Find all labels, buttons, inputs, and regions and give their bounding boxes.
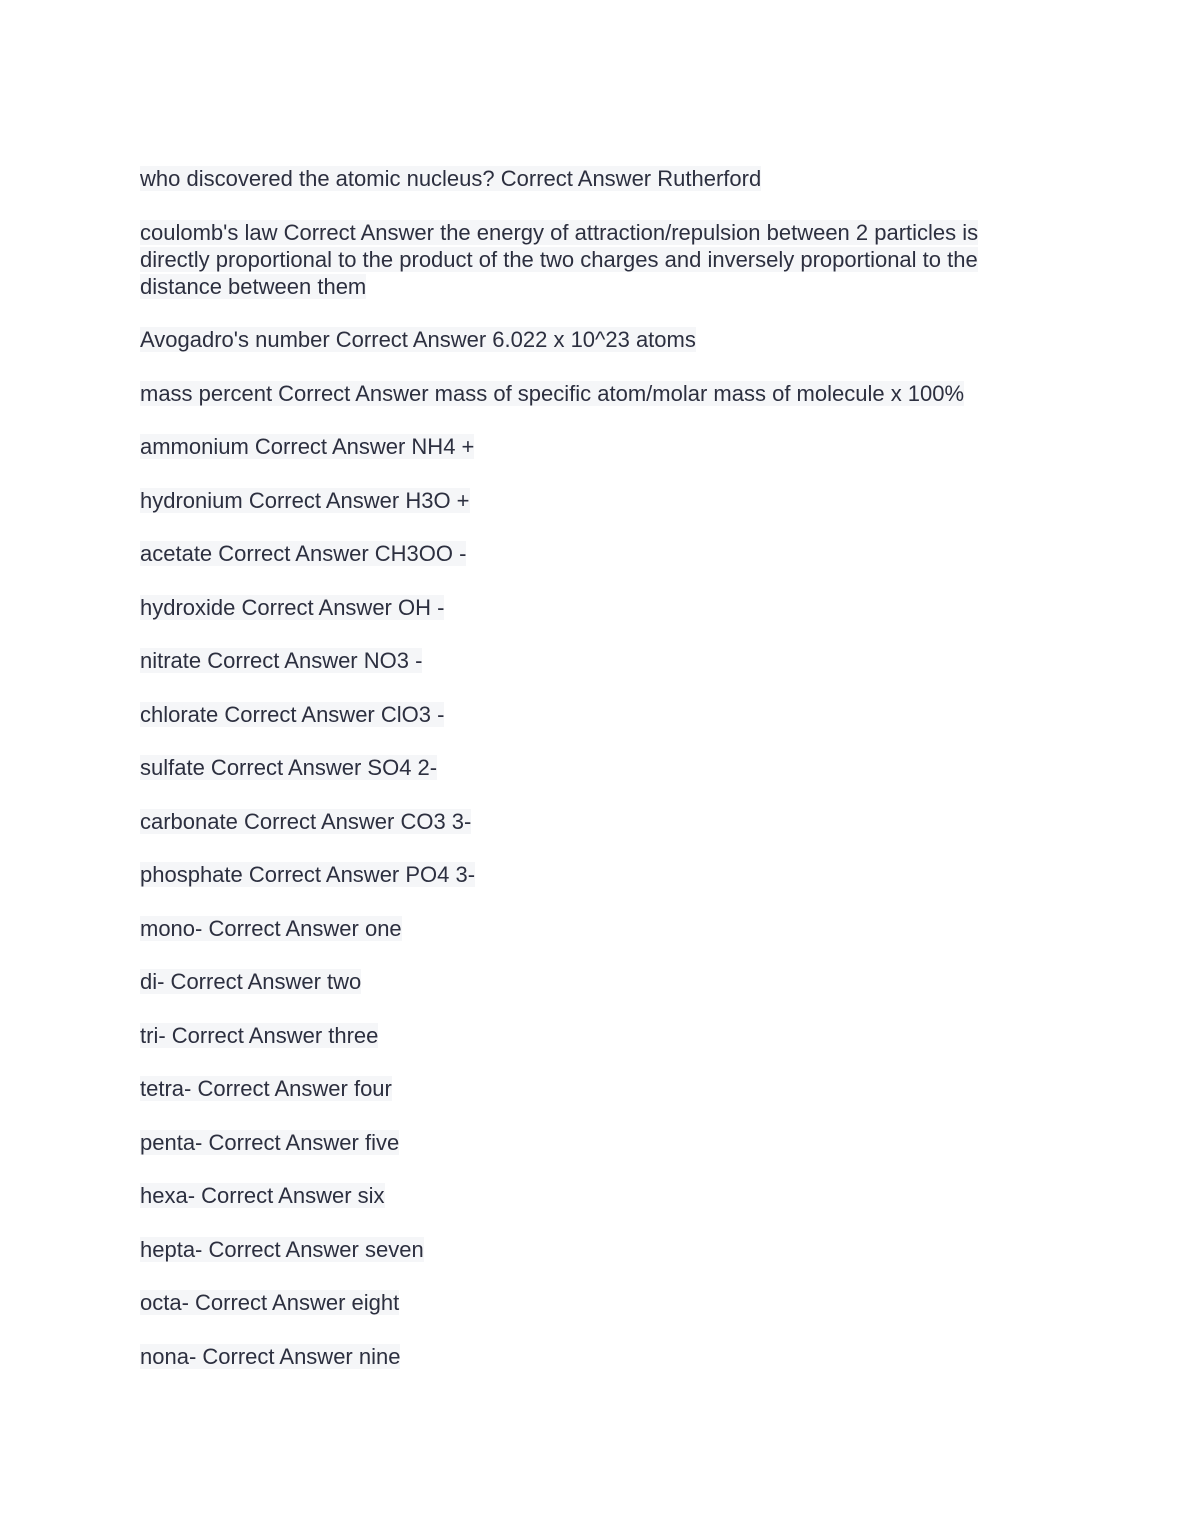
- flashcard-entry: [140, 1289, 1050, 1316]
- entry-text: hydroxide Correct Answer OH -: [140, 594, 445, 620]
- flashcard-entry: [140, 219, 1050, 300]
- entry-text: mass percent Correct Answer mass of specific atom/molar mass of molecule x 100%: [140, 380, 965, 406]
- flashcard-entry: [140, 915, 1050, 942]
- flashcard-entry: [140, 487, 1050, 514]
- flashcard-entry: [140, 380, 1050, 407]
- entry-text: sulfate Correct Answer SO4 2-: [140, 755, 438, 780]
- flashcard-entry: [140, 540, 1050, 567]
- flashcard-entry: [140, 1182, 1050, 1209]
- entry-text: ammonium Correct Answer NH4 +: [140, 434, 475, 459]
- flashcard-entry: [140, 1075, 1050, 1102]
- flashcard-entry: [140, 1022, 1050, 1049]
- entry-text: chlorate Correct Answer ClO3 -: [140, 701, 445, 727]
- entry-text: nona- Correct Answer nine: [140, 1343, 401, 1369]
- entry-text: phosphate Correct Answer PO4 3-: [140, 862, 476, 887]
- flashcard-entry: [140, 808, 1050, 835]
- flashcard-entry: [140, 1236, 1050, 1263]
- flashcard-entry: [140, 165, 1050, 192]
- flashcard-entry: [140, 594, 1050, 621]
- entry-text: who discovered the atomic nucleus? Correct Answer Rutherford: [140, 166, 762, 191]
- entry-text: acetate Correct Answer CH3OO -: [140, 541, 467, 566]
- flashcard-entry: [140, 647, 1050, 674]
- entry-text: octa- Correct Answer eight: [140, 1290, 400, 1315]
- entry-text: tetra- Correct Answer four: [140, 1076, 392, 1101]
- entry-text: hexa- Correct Answer six: [140, 1183, 385, 1208]
- flashcard-entry: [140, 861, 1050, 888]
- flashcard-entry: [140, 326, 1050, 353]
- document-page: [140, 165, 1050, 1396]
- entry-text: Avogadro's number Correct Answer 6.022 x 10^23 atoms: [140, 327, 696, 352]
- entry-text: nitrate Correct Answer NO3 -: [140, 648, 423, 673]
- entry-text: penta- Correct Answer five: [140, 1129, 400, 1155]
- flashcard-entry: [140, 1343, 1050, 1370]
- entry-text: hydronium Correct Answer H3O +: [140, 487, 470, 513]
- flashcard-entry: [140, 701, 1050, 728]
- entry-text: di- Correct Answer two: [140, 969, 362, 994]
- flashcard-entry: [140, 433, 1050, 460]
- flashcard-entry: [140, 1129, 1050, 1156]
- entry-text: mono- Correct Answer one: [140, 915, 402, 941]
- entry-text: tri- Correct Answer three: [140, 1022, 379, 1048]
- flashcard-entry: [140, 968, 1050, 995]
- entry-text: carbonate Correct Answer CO3 3-: [140, 808, 472, 834]
- flashcard-entry: [140, 754, 1050, 781]
- entry-text: coulomb's law Correct Answer the energy of attraction/repulsion between 2 particles is directly proportional to the product of the two charges and inversely proportional to the distance between them: [140, 219, 979, 299]
- entry-text: hepta- Correct Answer seven: [140, 1236, 424, 1262]
